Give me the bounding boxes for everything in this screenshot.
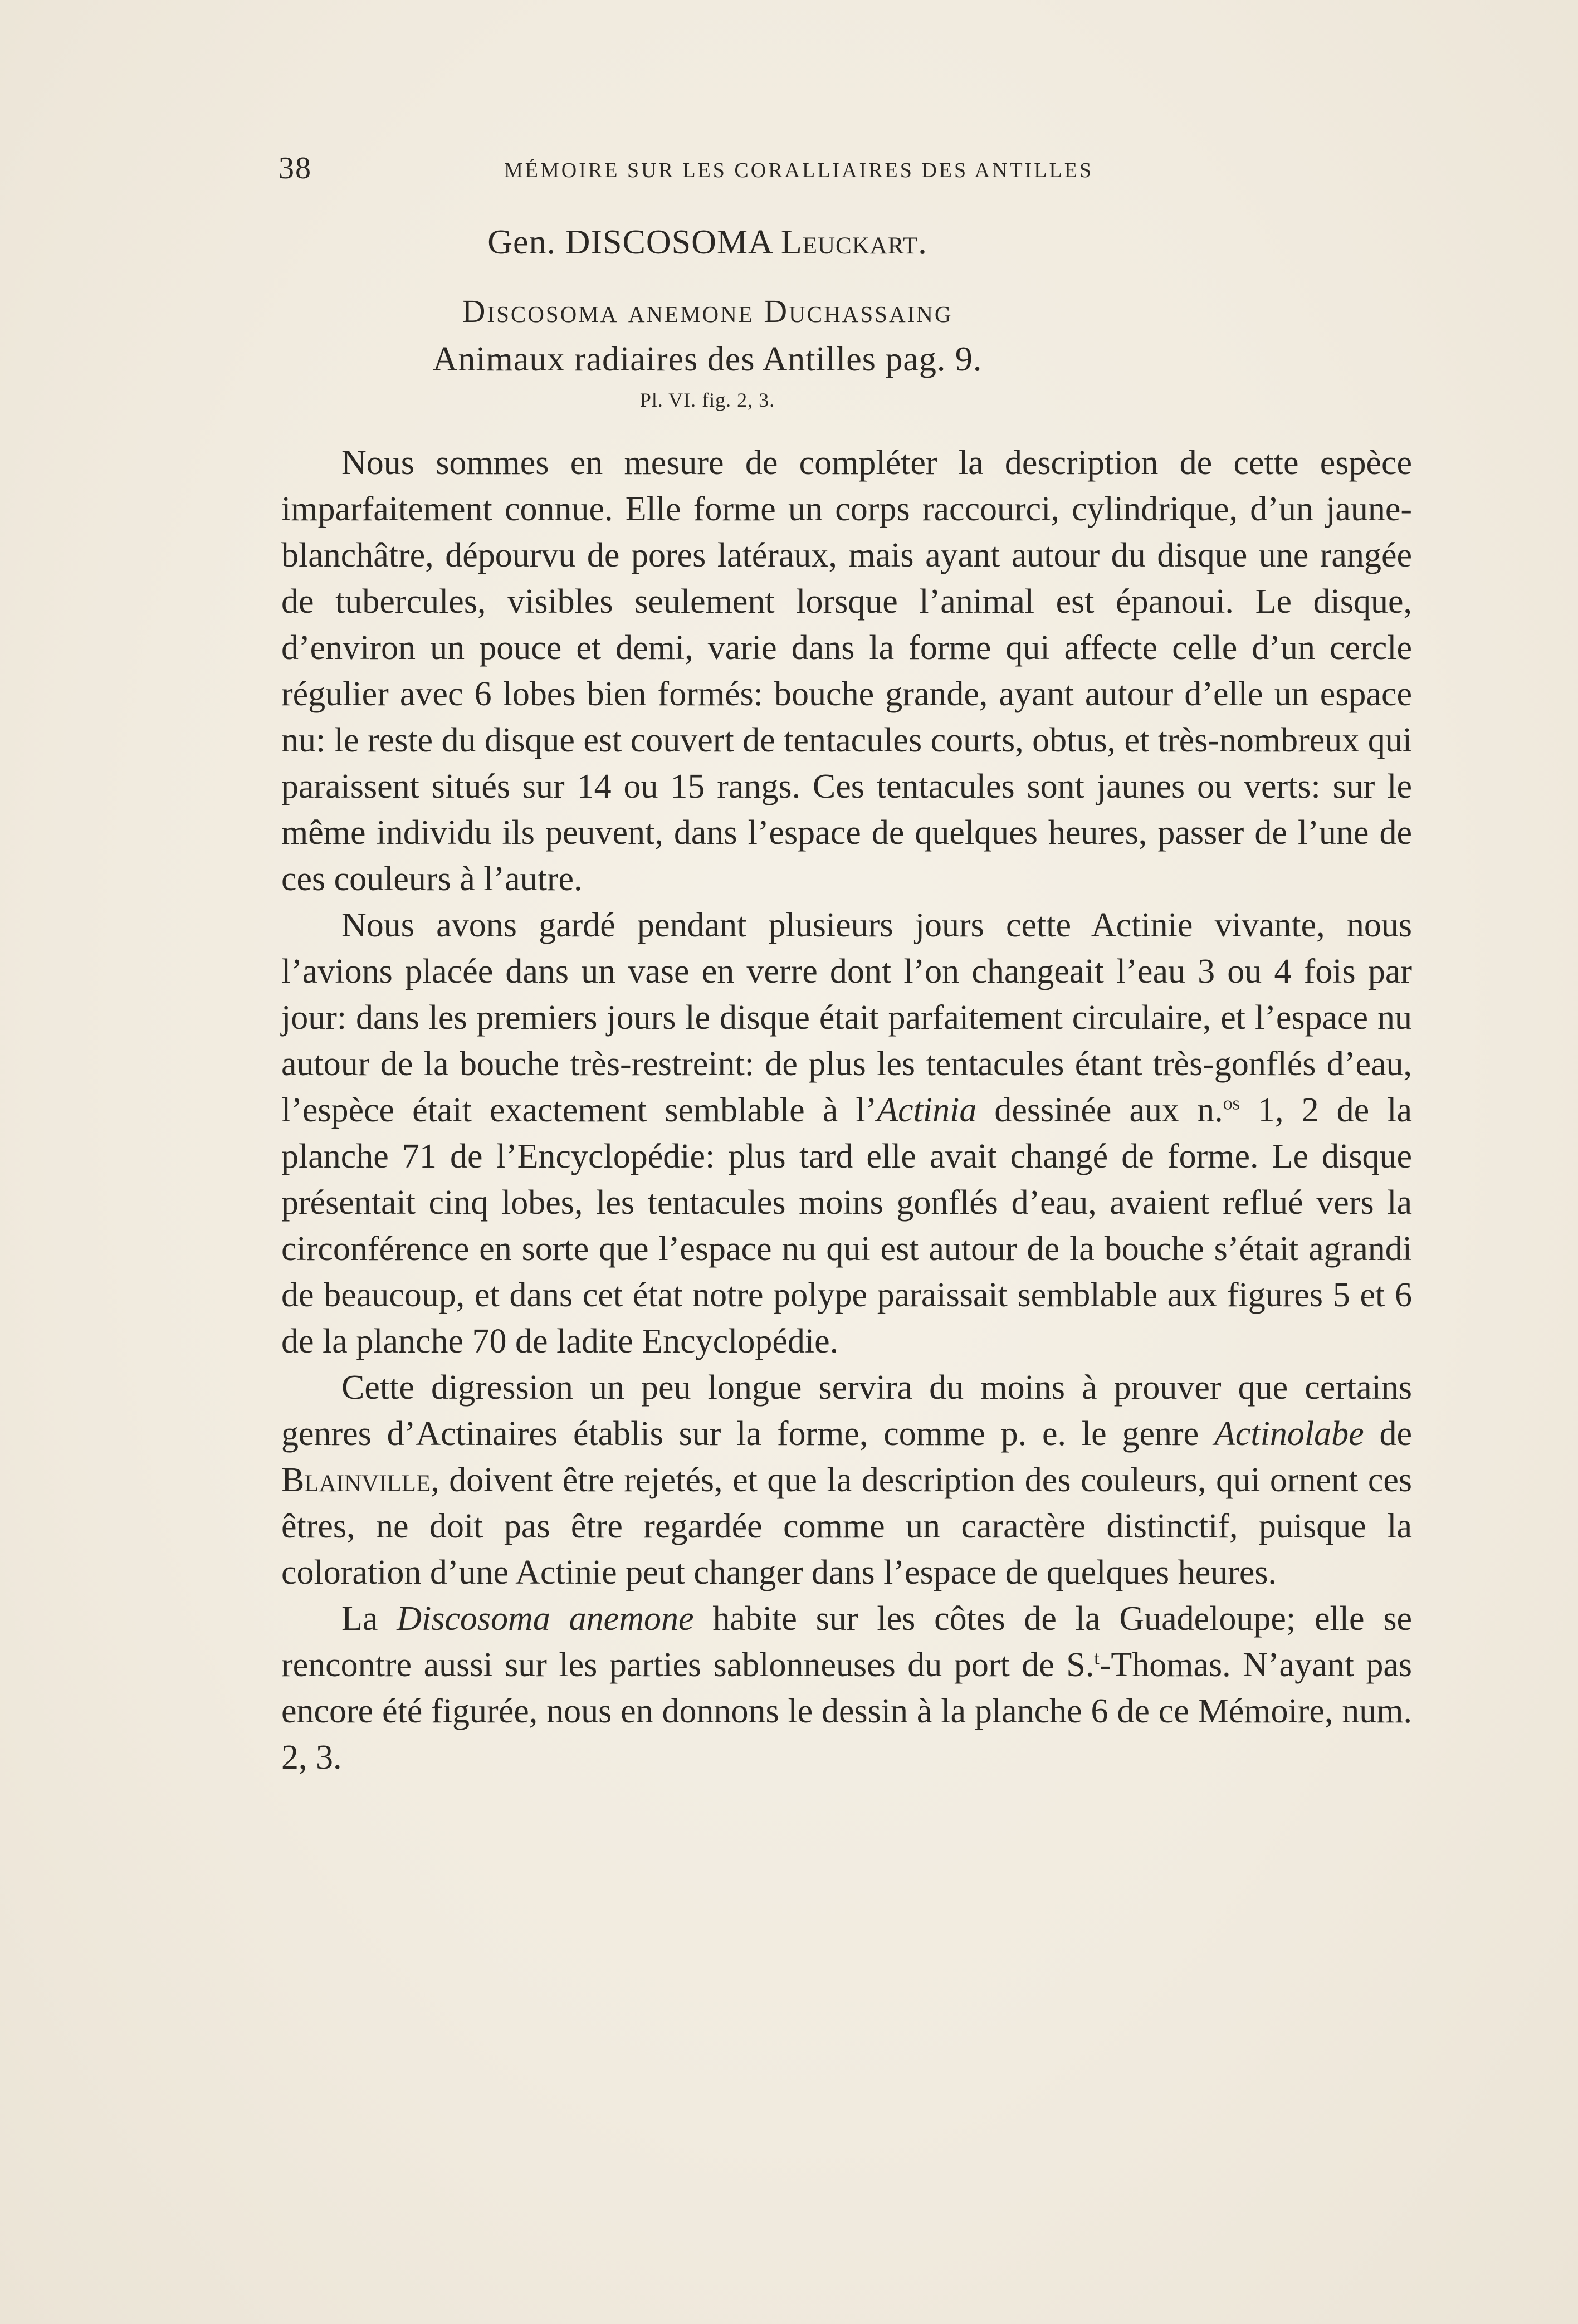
species-authority: Duchassaing <box>764 293 953 329</box>
page-number: 38 <box>279 151 312 185</box>
genus-heading <box>281 223 1134 262</box>
paragraph-4: La Discosoma anemone habite sur les côtes de la Guadeloupe; elle se rencontre aussi sur les parties sablonneuses du port de S.$^t$-Thomas. N’ayant pas encore été figurée, nous en donnons le dessin à la planche 6 de ce Mémoire, num. 2, 3. <box>281 1600 1412 1776</box>
paragraph-3: Cette digression un peu longue servira du moins à prouver que certains genres d’Actinaires établis sur la forme, comme p. e. le genre Actinolabe de Blainville, doivent être rejetés, et que la description des couleurs, qui ornent ces êtres, ne doit pas être regardée comme un caractère distinctif, puisque la coloration d’une Actinie peut changer dans l’espace de quelques heures. <box>281 1369 1412 1591</box>
species-heading <box>281 292 1134 330</box>
running-head <box>279 150 1181 195</box>
running-title: MÉMOIRE SUR LES CORALLIAIRES DES ANTILLES <box>504 159 1094 182</box>
body-text <box>281 440 1412 1781</box>
paragraph-2: Nous avons gardé pendant plusieurs jours cette Actinie vivante, nous l’avions placée dans un vase en verre dont l’on changeait l’eau 3 ou 4 fois par jour: dans les premiers jours le disque était parfaitement circulaire, et l’espace nu autour de la bouche très-restreint: de plus les tentacules étant très-gonflés d’eau, l’espèce était exactement semblable à l’Actinia dessinée aux n.$^{os}$ 1, 2 de la planche 71 de l’Encyclopédie: plus tard elle avait changé de forme. Le disque présentait cinq lobes, les tentacules moins gonflés d’eau, avaient reflué vers la circonférence en sorte que l’espace nu qui est autour de la bouche s’était agrandi de beaucoup, et dans cet état notre polype paraissait semblable aux figures 5 et 6 de la planche 70 de ladite Encyclopédie. <box>281 906 1413 1360</box>
italic-term: Actinolabe <box>1214 1415 1364 1453</box>
genus-name: DISCOSOMA <box>565 223 772 261</box>
species-epithet: anemone <box>628 293 754 329</box>
italic-term: Actinia <box>877 1091 977 1129</box>
species-genus: Discosoma <box>462 293 619 329</box>
reference-line: Animaux radiaires des Antilles pag. 9. <box>432 340 983 378</box>
superscript: os <box>1223 1093 1240 1114</box>
italic-term: Discosoma anemone <box>397 1600 694 1638</box>
genus-prefix: Gen. <box>487 223 556 261</box>
plate-reference: Pl. VI. fig. 2, 3. <box>639 389 775 411</box>
author-name: Blainville <box>281 1461 431 1499</box>
genus-authority: Leuckart. <box>780 223 927 261</box>
superscript: t <box>1094 1648 1100 1669</box>
paragraph-1: Nous sommes en mesure de compléter la description de cette espèce imparfaitement connue. Elle forme un corps raccourci, cylindrique, d’un jaune-blanchâtre, dépourvu de pores latéraux, mais ayant autour du disque une rangée de tubercules, visibles seulement lorsque l’animal est épanoui. Le disque, d’environ un pouce et demi, varie dans la forme qui affecte celle d’un cercle régulier avec 6 lobes bien formés: bouche grande, ayant autour d’elle un espace nu: le reste du disque est couvert de tentacules courts, obtus, et très-nombreux qui paraissent situés sur 14 ou 15 rangs. Ces tentacules sont jaunes ou verts: sur le même individu ils peuvent, dans l’espace de quelques heures, passer de l’une de ces couleurs à l’autre. <box>281 444 1412 898</box>
